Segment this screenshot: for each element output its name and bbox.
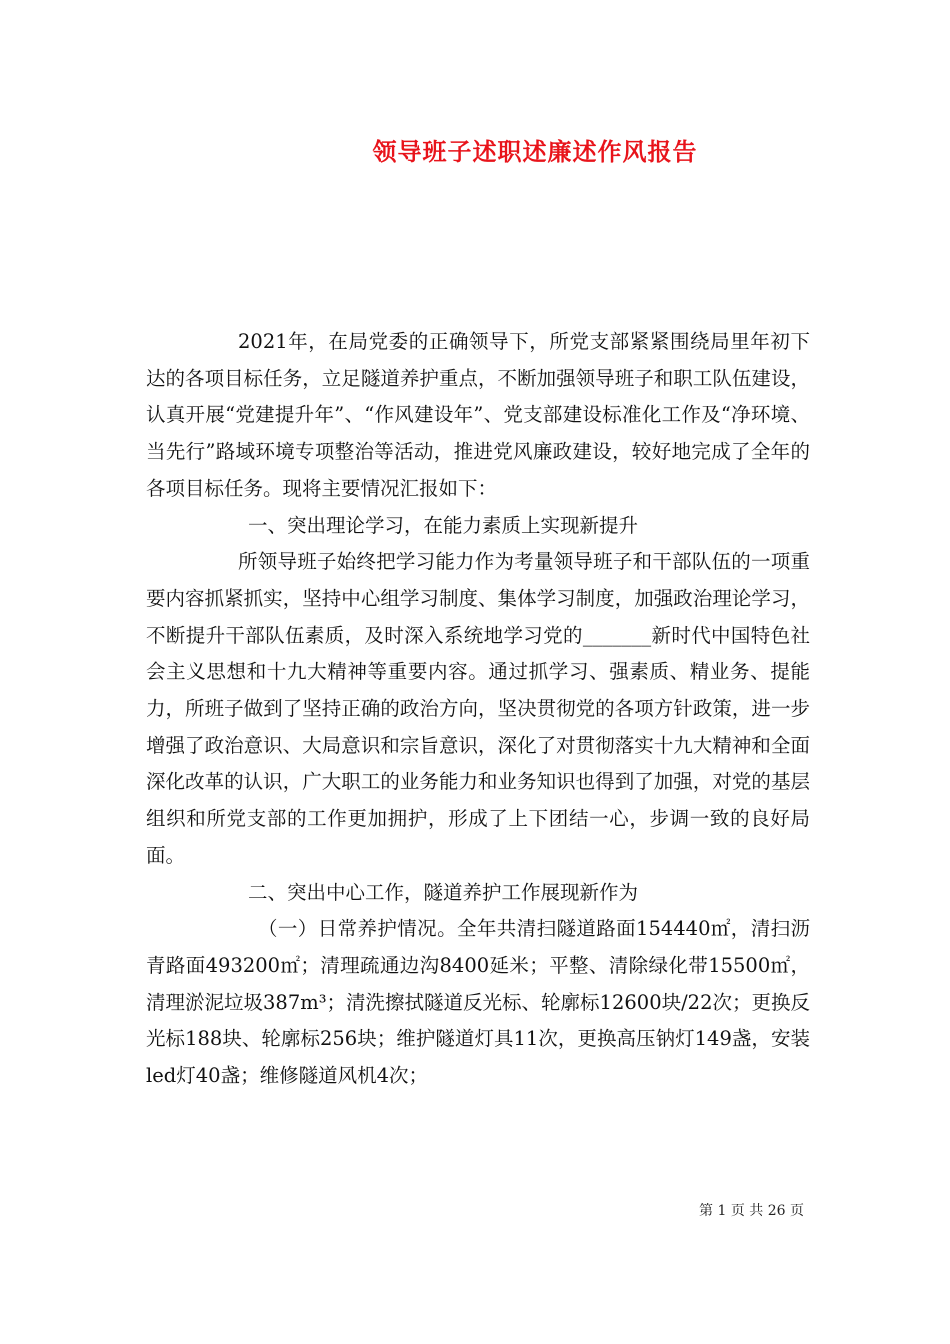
section-heading-1: 一、突出理论学习，在能力素质上实现新提升 [248,513,639,537]
section-1-paragraph: 所领导班子始终把学习能力作为考量领导班子和干部队伍的一项重要内容抓紧抓实，坚持中心组学习制度、集体学习制度，加强政治理论学习，不断提升干部队伍素质，及时深入系统地学习党的_______新时代中国特色社会主义思想和十九大精神等重要内容。通过抓学习、强素质、精业务、提能力，所班子做到了坚持正确的政治方向，坚决贯彻党的各项方针政策，进一步增强了政治意识、大局意识和宗旨意识，深化了对贯彻落实十九大精神和全面深化改革的认识，广大职工的业务能力和业务知识也得到了加强，对党的基层组织和所党支部的工作更加拥护，形成了上下团结一心，步调一致的良好局面。 [146,550,810,867]
document-title: 领导班子述职述廉述作风报告 [372,137,698,166]
page-number-footer: 第 1 页 共 26 页 [699,1203,804,1219]
subsection-paragraph: （一）日常养护情况。全年共清扫隧道路面154440㎡，清扫沥青路面493200㎡；清理疏通边沟8400延米；平整、清除绿化带15500㎡，清理淤泥垃圾387m³；清洗擦拭隧道反光标、轮廓标12600块/22次；更换反光标188块、轮廓标256块；维护隧道灯具11次，更换高压钠灯149盏，安装led灯40盏；维修隧道风机4次； [146,917,810,1088]
section-heading-2: 二、突出中心工作，隧道养护工作展现新作为 [248,880,639,904]
intro-paragraph: 2021年，在局党委的正确领导下，所党支部紧紧围绕局里年初下达的各项目标任务，立足隧道养护重点，不断加强领导班子和职工队伍建设，认真开展“党建提升年”、“作风建设年”、党支部建设标准化工作及“净环境、当先行”路域环境专项整治等活动，推进党风廉政建设，较好地完成了全年的各项目标任务。现将主要情况汇报如下： [146,330,810,500]
document-body [146,324,810,1095]
